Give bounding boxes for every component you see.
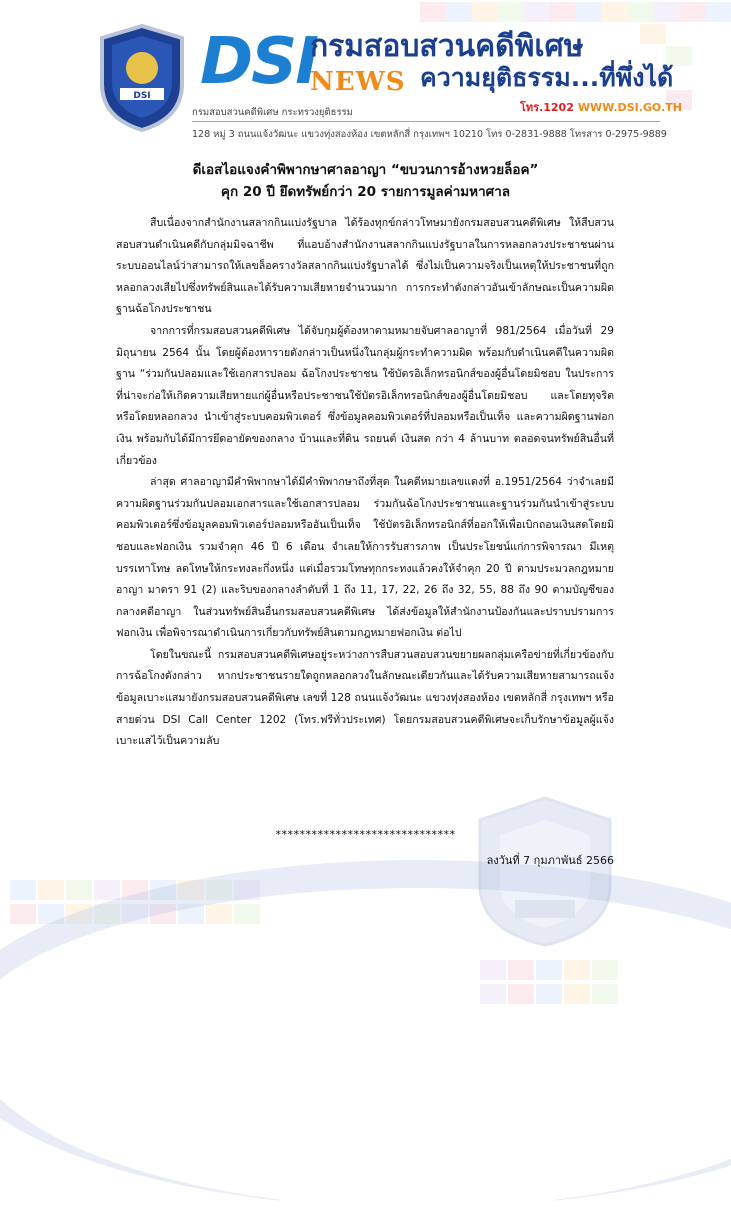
watermark-seal-icon [470, 790, 620, 950]
website-link[interactable]: WWW.DSI.GO.TH [577, 101, 682, 114]
paragraph-2: จากการที่กรมสอบสวนคดีพิเศษ ได้จับกุมผู้ต้องหาตามหมายจับศาลอาญาที่ 981/2564 เมื่อวันที่ 29 มิถุนายน 2564 นั้น โดยผู้ต้องหารายดังกล่าวเป็นหนึ่งในกลุ่มผู้กระทำความผิด พร้อมกับดำเนินคดีในความผิดฐาน “ร่วมกันปลอมและใช้เอกสารปลอม ฉ้อโกงประชาชน ใช้บัตรอิเล็กทรอนิกส์ของผู้อื่นโดยมิชอบ ในประการที่น่าจะก่อให้เกิดความเสียหายแก่ผู้อื่นหรือประชาชนใช้บัตรอิเล็กทรอนิกส์ของผู้อื่นโดยมิชอบ และโดยทุจริต หรือโดยหลอกลวง นำเข้าสู่ระบบคอมพิวเตอร์ ซึ่งข้อมูลคอมพิวเตอร์ที่ปลอมหรือเป็นเท็จ และความผิดฐานฟอกเงิน พร้อมกับได้มีการยึดอายัดของกลาง บ้านและที่ดิน รถยนต์ เงินสด กว่า 4 ล้านบาท ตลอดจนทรัพย์สินอื่นที่เกี่ยวข้อง [116, 324, 614, 467]
paragraph-1: สืบเนื่องจากสำนักงานสลากกินแบ่งรัฐบาล ได้ร้องทุกข์กล่าวโทษมายังกรมสอบสวนคดีพิเศษ ให้สืบสวนสอบสวนดำเนินคดีกับกลุ่มมิจฉาชีพ ที่แอบอ้างสำนักงานสลากกินแบ่งรัฐบาลในการหลอกลวงประชาชนผ่านระบบออนไลน์ว่าสามารถให้เลขล็อครางวัลสลากกินแบ่งรัฐบาลได้ ซึ่งไม่เป็นความจริงเป็นเหตุให้ประชาชนที่ถูกหลอกลวงเสียไปซึ่งทรัพย์สินและได้รับความเสียหายจำนวนมาก การกระทำดังกล่าวอันเข้าลักษณะเป็นความผิดฐานฉ้อโกงประชาชน [116, 217, 614, 316]
hotline [520, 98, 682, 116]
hotline-number: โทร.1202 [520, 101, 574, 114]
release-date: ลงวันที่ 7 กุมภาพันธ์ 2566 [486, 854, 614, 867]
headline-line-2: คุก 20 ปี ยึดทรัพย์กว่า 20 รายการมูลค่ามหาศาล [220, 184, 511, 200]
svg-text:DSI: DSI [133, 91, 151, 101]
slogan: ความยุติธรรม...ที่พึ่งได้ [420, 63, 674, 92]
background-arc [0, 860, 731, 1208]
press-release-body [116, 213, 614, 753]
letterhead [0, 0, 731, 140]
brand-wordmark: DSI [200, 25, 318, 99]
separator: ****************************** [275, 828, 456, 841]
paragraph-4: โดยในขณะนี้ กรมสอบสวนคดีพิเศษอยู่ระหว่างการสืบสวนสอบสวนขยายผลกลุ่มเครือข่ายที่เกี่ยวข้องกับการฉ้อโกงดังกล่าว หากประชาชนรายใดถูกหลอกลวงในลักษณะเดียวกันและได้รับความเสียหายสามารถแจ้งข้อมูลเบาะแสมายังกรมสอบสวนคดีพิเศษ เลขที่ 128 ถนนแจ้งวัฒนะ แขวงทุ่งสองห้อง เขตหลักสี่ กรุงเทพฯ หรือ สายด่วน DSI Call Center 1202 (โทร.ฟรีทั่วประเทศ) โดยกรมสอบสวนคดีพิเศษจะเก็บรักษาข้อมูลผู้แจ้งเบาะแสไว้เป็นความลับ [116, 648, 614, 748]
department-name: กรมสอบสวนคดีพิเศษ [310, 29, 584, 64]
dsi-logo-icon [96, 22, 188, 134]
ministry-line: กรมสอบสวนคดีพิเศษ กระทรวงยุติธรรม [192, 107, 353, 118]
news-label: NEWS [310, 67, 406, 97]
header-divider [192, 121, 660, 122]
address-line: 128 หมู่ 3 ถนนแจ้งวัฒนะ แขวงทุ่งสองห้อง เขตหลักสี่ กรุงเทพฯ 10210 โทร 0-2831-9888 โทรสาร 0-2975-9889 [192, 129, 667, 140]
paragraph-3: ล่าสุด ศาลอาญามีคำพิพากษาได้มีคำพิพากษาถึงที่สุด ในคดีหมายเลขแดงที่ อ.1951/2564 ว่าจำเลยมีความผิดฐานร่วมกันปลอมเอกสารและใช้เอกสารปลอม ร่วมกันฉ้อโกงประชาชนและฐานร่วมกันนำเข้าสู่ระบบคอมพิวเตอร์ซึ่งข้อมูลคอมพิวเตอร์ปลอมหรืออันเป็นเท็จ ใช้บัตรอิเล็กทรอนิกส์ที่ออกให้เพื่อเบิกถอนเงินสดโดยมิชอบและฟอกเงิน รวมจำคุก 46 ปี 6 เดือน จำเลยให้การรับสารภาพ เป็นประโยชน์แก่การพิจารณา มีเหตุบรรเทาโทษ ลดโทษให้กระทงละกึ่งหนึ่ง แต่เมื่อรวมโทษทุกกระทงแล้วคงให้จำคุก 20 ปี ตามประมวลกฎหมายอาญา มาตรา 91 (2) และริบของกลางลำดับที่ 1 ถึง 11, 17, 22, 26 ถึง 32, 55, 88 ถึง 90 ตามบัญชีของกลางคดีอาญา ในส่วนทรัพย์สินอื่นกรมสอบสวนคดีพิเศษ ได้ส่งข้อมูลให้สำนักงานป้องกันและปราบปรามการฟอกเงิน เพื่อพิจารณาดำเนินการเกี่ยวกับทรัพย์สินตามกฎหมายฟอกเงิน ต่อไป [116, 476, 614, 640]
headline-line-1: ดีเอสไอแจงคำพิพากษาศาลอาญา “ขบวนการอ้างหวยล็อค” [192, 162, 539, 178]
